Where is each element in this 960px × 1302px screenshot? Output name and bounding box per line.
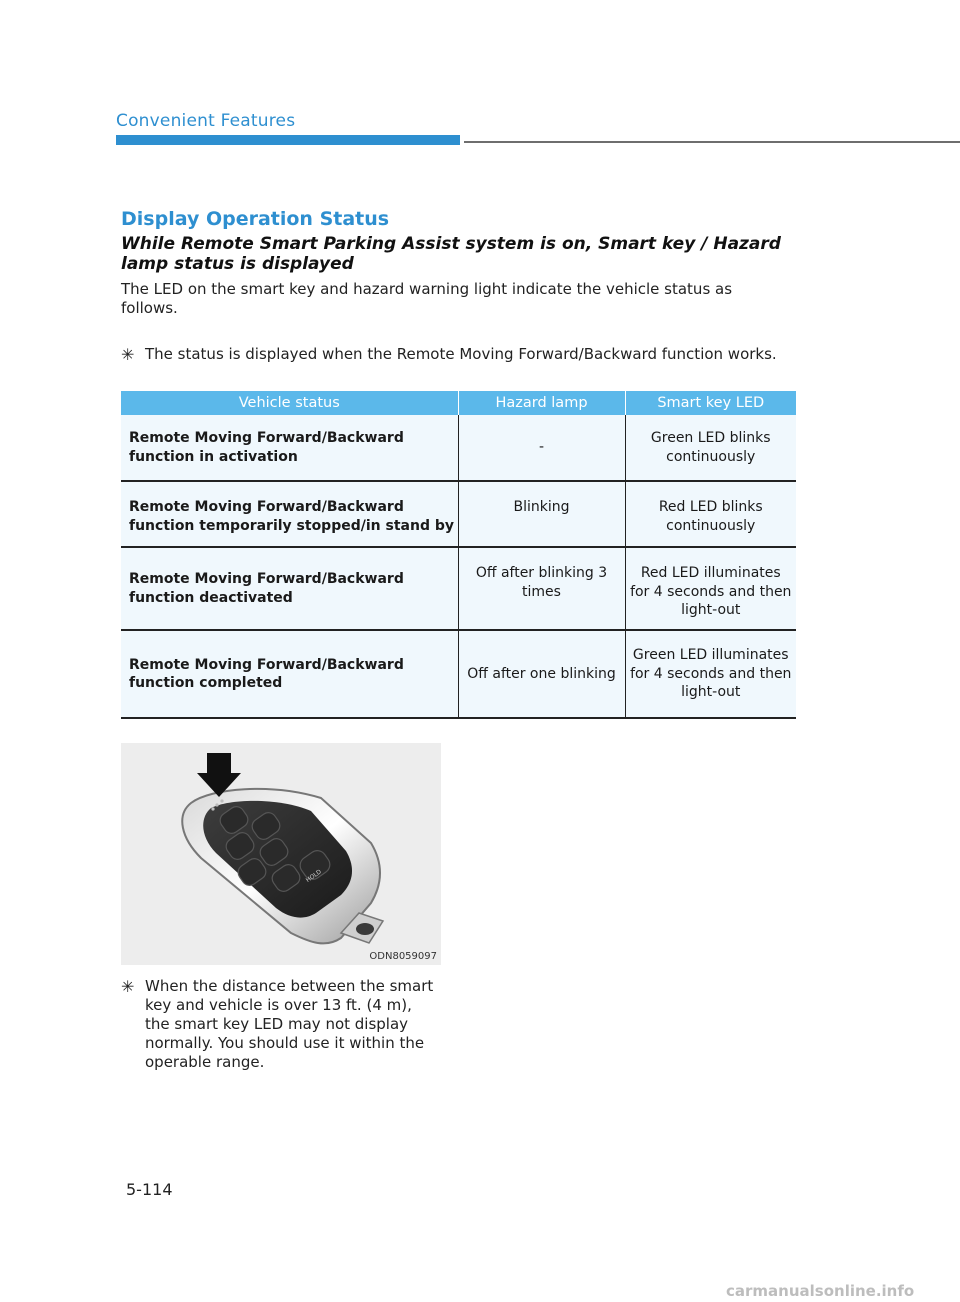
cell-smart-key-led: Green LED blinks continuously <box>625 415 796 481</box>
cell-hazard-lamp: Off after one blinking <box>458 630 625 718</box>
asterisk-icon: ✳ <box>121 345 135 364</box>
table-row <box>121 547 796 630</box>
col-header-hazard-lamp: Hazard lamp <box>458 391 625 415</box>
cell-vehicle-status: Remote Moving Forward/Backward function completed <box>121 630 458 718</box>
note-text: When the distance between the smart key and vehicle is over 13 ft. (4 m), the smart key LED may not display normally. You should use it within the operable range. <box>145 977 434 1071</box>
figure-code: ODN8059097 <box>369 951 437 962</box>
col-header-vehicle-status: Vehicle status <box>121 391 458 415</box>
table-row <box>121 415 796 481</box>
section-title: Display Operation Status <box>121 208 390 230</box>
cell-smart-key-led: Red LED blinks continuously <box>625 481 796 547</box>
header-rule-accent <box>116 135 460 145</box>
cell-smart-key-led: Green LED illuminates for 4 seconds and then light-out <box>625 630 796 718</box>
cell-hazard-lamp: - <box>458 415 625 481</box>
cell-vehicle-status: Remote Moving Forward/Backward function deactivated <box>121 547 458 630</box>
header-rule <box>464 141 960 143</box>
asterisk-icon: ✳ <box>121 977 135 996</box>
table-row <box>121 481 796 547</box>
watermark: carmanualsonline.info <box>726 1282 915 1300</box>
note-text: The status is displayed when the Remote Moving Forward/Backward function works. <box>145 345 777 363</box>
cell-vehicle-status: Remote Moving Forward/Backward function temporarily stopped/in stand by <box>121 481 458 547</box>
cell-hazard-lamp: Blinking <box>458 481 625 547</box>
section-subtitle: While Remote Smart Parking Assist system is on, Smart key / Hazard lamp status is displayed <box>121 234 781 274</box>
smart-key-figure <box>121 743 441 965</box>
table-row <box>121 630 796 718</box>
status-table <box>121 391 796 719</box>
hold-label: HOLD <box>304 868 323 885</box>
cell-hazard-lamp: Off after blinking 3 times <box>458 547 625 630</box>
note-distance <box>121 977 441 1072</box>
cell-vehicle-status: Remote Moving Forward/Backward function in activation <box>121 415 458 481</box>
key-ring-hole <box>356 923 374 935</box>
section-label: Convenient Features <box>116 111 296 131</box>
col-header-smart-key-led: Smart key LED <box>625 391 796 415</box>
smart-key-illustration <box>121 743 441 965</box>
intro-paragraph: The LED on the smart key and hazard warning light indicate the vehicle status as follows. <box>121 280 733 317</box>
table-header-row <box>121 391 796 415</box>
page-number: 5-114 <box>126 1180 173 1199</box>
cell-smart-key-led: Red LED illuminates for 4 seconds and then light-out <box>625 547 796 630</box>
note-status <box>121 345 781 364</box>
